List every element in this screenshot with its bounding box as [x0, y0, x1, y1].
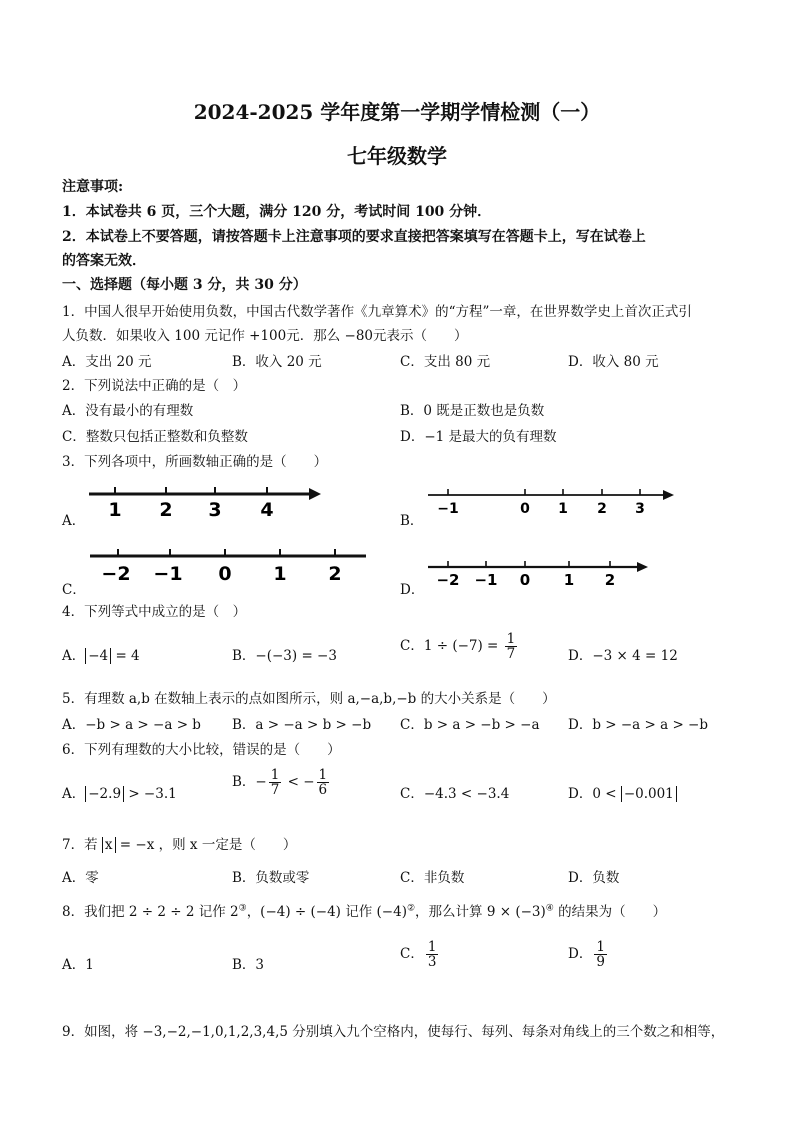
fraction [505, 632, 518, 661]
stem-text: 的结果为（ ） [553, 904, 667, 920]
denominator: 3 [427, 954, 437, 971]
q4-option-b: B．−(−3) = −3 [232, 648, 337, 664]
superscript: ④ [545, 903, 554, 914]
numerator: 1 [596, 939, 605, 955]
q5-option-c: C．b > a > −b > −a [400, 717, 540, 733]
q6-option-a [62, 782, 177, 802]
fraction [426, 940, 439, 969]
q8-option-c [400, 940, 440, 969]
exam-title: 2024-2025 学年度第一学期学情检测（一） [193, 100, 601, 124]
abs-value: x [102, 837, 116, 853]
axis-a-label: 4 [260, 499, 274, 521]
notes-item-2a: 2．本试卷上不要答题，请按答题卡上注意事项的要求直接把答案填写在答题卡上，写在试卷上 [62, 229, 646, 245]
section-heading: 一、选择题（每小题 3 分，共 30 分） [62, 277, 307, 293]
axis-c-label: 1 [273, 563, 287, 584]
notes-item-2b: 的答案无效． [62, 253, 146, 269]
axis-d-label: 1 [563, 571, 575, 589]
axis-b-label: 3 [635, 501, 645, 517]
q6-option-b [232, 768, 331, 797]
axis-d-label: 2 [604, 571, 616, 589]
q4-stem: 4．下列等式中成立的是（ ） [62, 604, 247, 620]
numerator: 1 [427, 939, 437, 955]
expr-rhs: > −3.1 [124, 786, 177, 802]
option-letter: D． [568, 946, 593, 963]
option-letter: A． [62, 786, 86, 802]
axis-c-label: 0 [218, 563, 232, 584]
q7-option-d: D．负数 [568, 870, 620, 886]
q7-option-a: A．零 [62, 870, 99, 886]
numerator: 1 [270, 767, 280, 783]
q4-option-c [400, 632, 519, 661]
expr: − [255, 774, 267, 791]
stem-text: 7．若 [62, 837, 102, 853]
numerator: 1 [318, 767, 328, 783]
q3-option-c: C． [62, 582, 86, 598]
q4-option-d: D．−3 × 4 = 12 [568, 648, 678, 664]
q5-option-d: D．b > −a > a > −b [568, 717, 709, 733]
axis-b-label: 1 [558, 501, 568, 517]
number-line-d [428, 555, 653, 589]
axis-c-label: 2 [328, 563, 342, 584]
axis-d-label: −1 [474, 571, 498, 589]
axis-a-label: 2 [159, 499, 173, 521]
q7-option-b: B．负数或零 [232, 870, 310, 886]
axis-b-label: 2 [597, 501, 607, 517]
abs-value: −2.9 [85, 786, 124, 802]
q9-line1: 9．如图，将 −3,−2,−1,0,1,2,3,4,5 分别填入九个空格内，使每行、每列、每条对角线上的三个数之和相等， [62, 1024, 725, 1040]
stem-text: 8．我们把 2 ÷ 2 ÷ 2 记作 2 [62, 904, 239, 920]
expr: < − [283, 774, 315, 791]
q3-option-d: D． [400, 582, 425, 598]
stem-text: ，(−4) ÷ (−4) 记作 (−4) [246, 904, 407, 920]
q6-option-d [568, 782, 677, 802]
option-letter: B． [232, 774, 256, 791]
fraction [269, 768, 282, 797]
q2-option-c: C．整数只包括正整数和负整数 [62, 429, 248, 445]
axis-a-label: 3 [208, 499, 222, 521]
fraction [317, 768, 330, 797]
notes-heading: 注意事项: [62, 179, 124, 195]
q6-option-c: C．−4.3 < −3.4 [400, 786, 510, 802]
q1-line2: 人负数．如果收入 100 元记作 +100元．那么 −80元表示（ ） [62, 328, 468, 344]
axis-c-label: −1 [153, 563, 183, 584]
exam-subtitle: 七年级数学 [347, 144, 447, 168]
stem-text: ，那么计算 9 × (−3) [415, 904, 546, 920]
q2-option-a: A．没有最小的有理数 [62, 403, 194, 419]
superscript: ② [406, 903, 416, 914]
q3-option-b: B． [400, 513, 424, 529]
denominator: 6 [318, 782, 328, 799]
expr-rhs: = 4 [111, 648, 140, 664]
q5-option-a: A．−b > a > −a > b [62, 717, 201, 733]
expr: 1 ÷ (−7) = [423, 638, 503, 655]
q1-option-d: D．收入 80 元 [568, 354, 659, 370]
option-letter: D． [568, 786, 593, 802]
expr: 0 < [592, 786, 621, 802]
axis-c-label: −2 [101, 563, 131, 584]
q3-option-a: A． [62, 513, 86, 529]
number-line-c [88, 544, 370, 584]
option-letter: C． [400, 946, 424, 963]
axis-d-label: 0 [519, 571, 531, 589]
q7-stem [62, 833, 296, 853]
q5-stem: 5．有理数 a,b 在数轴上表示的点如图所示，则 a,−a,b,−b 的大小关系是（ ） [62, 691, 556, 707]
superscript: ③ [238, 903, 247, 914]
abs-value: −4 [85, 648, 111, 664]
q1-option-a: A．支出 20 元 [62, 354, 152, 370]
denominator: 9 [596, 954, 605, 971]
denominator: 7 [270, 782, 280, 799]
fraction [594, 940, 607, 969]
number-line-b [428, 485, 678, 517]
option-letter: A． [62, 648, 86, 664]
axis-b-label: 0 [520, 501, 530, 517]
q1-option-c: C．支出 80 元 [400, 354, 491, 370]
axis-d-label: −2 [436, 571, 460, 589]
number-line-a [85, 480, 325, 522]
q5-option-b: B．a > −a > b > −b [232, 717, 372, 733]
q2-option-b: B．0 既是正数也是负数 [400, 403, 545, 419]
q1-line1: 1．中国人很早开始使用负数，中国古代数学著作《九章算术》的“方程”一章，在世界数学史上首次正式引 [62, 304, 692, 320]
axis-b-label: −1 [437, 501, 459, 517]
q8-stem [62, 900, 666, 920]
q7-option-c: C．非负数 [400, 870, 465, 886]
denominator: 7 [506, 646, 516, 663]
notes-item-1: 1．本试卷共 6 页，三个大题，满分 120 分，考试时间 100 分钟． [62, 204, 492, 220]
q6-stem: 6．下列有理数的大小比较，错误的是（ ） [62, 742, 341, 758]
q8-option-a: A．1 [62, 957, 94, 973]
stem-text: = −x ，则 x 一定是（ ） [115, 837, 297, 853]
q2-option-d: D．−1 是最大的负有理数 [400, 429, 557, 445]
numerator: 1 [506, 631, 516, 647]
abs-value: −0.001 [621, 786, 677, 802]
axis-a-label: 1 [108, 499, 122, 521]
option-letter: C． [400, 638, 424, 655]
q1-option-b: B．收入 20 元 [232, 354, 322, 370]
q8-option-b: B．3 [232, 957, 265, 973]
q2-stem: 2．下列说法中正确的是（ ） [62, 378, 247, 394]
q8-option-d [568, 940, 609, 969]
q4-option-a [62, 644, 140, 664]
q3-stem: 3．下列各项中，所画数轴正确的是（ ） [62, 454, 328, 470]
